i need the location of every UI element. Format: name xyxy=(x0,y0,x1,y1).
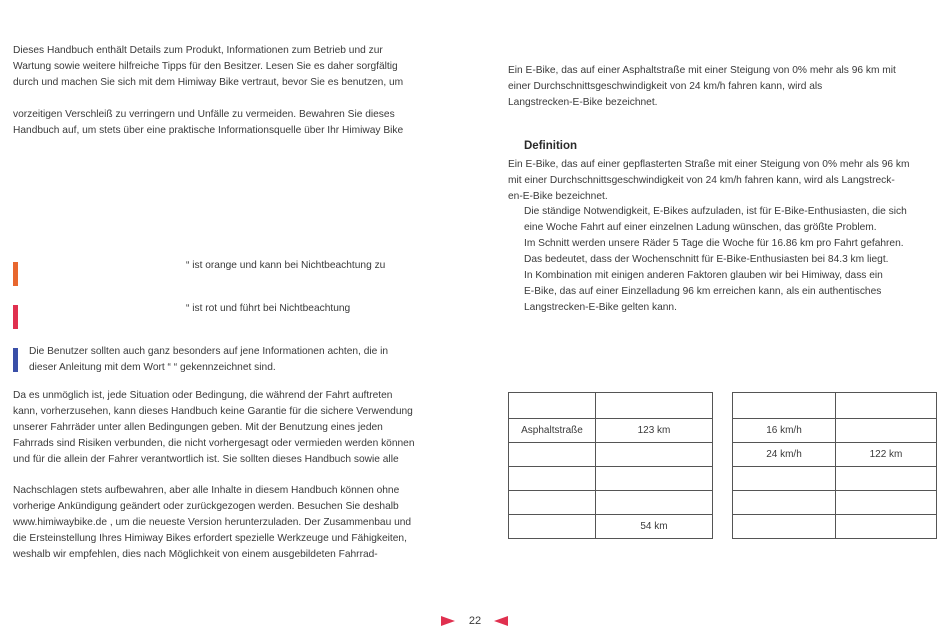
table-row xyxy=(733,467,937,491)
liability-paragraph: Da es unmöglich ist, jede Situation oder Bedingung, die während der Fahrt auftreten kann, vorherzusehen, kann dieses Handbuch keine Garantie für die sichere Verwendung unserer Fahrräder unter allen Bedingungen geben. Mit der Benutzung eines jeden Fahrrads sind Risiken verbunden, die nicht vorhergesagt oder vermieden werden können und für die allein der Fahrer verantwortlich ist. Sie sollten dieses Handbuch sowie alle xyxy=(13,390,415,465)
range-table-right xyxy=(732,392,937,539)
table-row xyxy=(733,491,937,515)
table-cell xyxy=(836,419,937,443)
table-cell xyxy=(733,393,836,419)
table-cell xyxy=(509,467,596,491)
table-row xyxy=(509,467,713,491)
table-cell xyxy=(733,491,836,515)
table-cell: 122 km xyxy=(836,443,937,467)
intro-paragraph-1: Dieses Handbuch enthält Details zum Produkt, Informationen zum Betrieb und zur Wartung sowie weitere hilfreiche Tipps für den Besitzer. Lesen Sie es daher sorgfältig durch und machen Sie sich mit dem Himiway Bike vertraut, bevor Sie es benutzen, um xyxy=(13,45,404,88)
table-cell xyxy=(836,515,937,539)
table-row xyxy=(733,515,937,539)
table-cell xyxy=(509,393,596,419)
range-table-left xyxy=(508,392,713,539)
table-cell: 16 km/h xyxy=(733,419,836,443)
table-cell xyxy=(509,491,596,515)
page-number: 22 xyxy=(468,615,482,627)
table-cell xyxy=(509,443,596,467)
definition-heading: Definition xyxy=(524,140,578,152)
table-cell xyxy=(596,443,713,467)
table-cell xyxy=(733,467,836,491)
red-warning-text: “ ist rot und führt bei Nichtbeachtung xyxy=(186,303,351,314)
table-row xyxy=(509,419,713,443)
blue-note-text: Die Benutzer sollten auch ganz besonders auf jene Informationen achten, die in dieser Anleitung mit dem Wort “ “ gekennzeichnet sind. xyxy=(29,346,389,373)
table-cell xyxy=(836,393,937,419)
long-range-intro: Ein E-Bike, das auf einer Asphaltstraße mit einer Steigung von 0% mehr als 96 km mit einer Durchschnittsgeschwindigkeit von 24 km/h fahren kann, wird als Langstrecken-E-Bike bezeichnet. xyxy=(508,65,896,108)
table-row xyxy=(509,515,713,539)
arrow-left-icon xyxy=(494,616,508,626)
definition-indented-text: Die ständige Notwendigkeit, E-Bikes aufzuladen, ist für E-Bike-Enthusiasten, die sich eine Woche Fahrt auf einer einzelnen Ladung wünschen, das größte Problem. Im Schnitt werden unsere Räder 5 Tage die Woche für 16.86 km pro Fahrt gefahren. Das bedeutet, dass der Wochenschnitt für E-Bike-Enthusiasten bei 84.3 km liegt. In Kombination mit einigen anderen Faktoren glauben wir bei Himiway, dass ein E-Bike, das auf einer Einzelladung 96 km erreichen kann, als ein authentisches Langstrecken-E-Bike gelten kann. xyxy=(524,206,907,313)
table-cell: 123 km xyxy=(596,419,713,443)
intro-paragraph-2: vorzeitigen Verschleiß zu verringern und Unfälle zu vermeiden. Bewahren Sie dieses Handbuch auf, um stets über eine praktische Informationsquelle über Ihr Himiway Bike xyxy=(13,109,404,136)
assembly-paragraph: Nachschlagen stets aufbewahren, aber alle Inhalte in diesem Handbuch können ohne vorherige Ankündigung geändert oder zurückgezogen werden. Besuchen Sie deshalb www.himiwaybike.de , um die neueste Version herunterzuladen. Der Zusammenbau und die Ersteinstellung Ihres Himiway Bikes erfordert spezielle Werkzeuge und Fähigkeiten, weshalb wir empfehlen, dies nach Möglichkeit von einem ausgebildeten Fahrrad- xyxy=(13,485,412,560)
table-cell: Asphaltstraße xyxy=(509,419,596,443)
table-cell xyxy=(733,515,836,539)
table-cell xyxy=(836,467,937,491)
orange-warning-bar xyxy=(13,262,18,286)
blue-note-bar xyxy=(13,348,18,372)
table-row xyxy=(509,491,713,515)
table-row xyxy=(509,443,713,467)
red-warning-bar xyxy=(13,305,18,329)
orange-warning-text: “ ist orange und kann bei Nichtbeachtung zu xyxy=(186,260,386,271)
definition-text: Ein E-Bike, das auf einer gepflasterten Straße mit einer Steigung von 0% mehr als 96 km mit einer Durchschnittsgeschwindigkeit von 24 km/h fahren kann, wird als Langstreck- en-E-Bike bezeichnet. xyxy=(508,159,910,202)
table-cell: 54 km xyxy=(596,515,713,539)
table-cell xyxy=(596,491,713,515)
table-cell: 24 km/h xyxy=(733,443,836,467)
table-row xyxy=(733,443,937,467)
table-row xyxy=(733,419,937,443)
table-row xyxy=(733,393,937,419)
table-cell xyxy=(596,393,713,419)
table-cell xyxy=(596,467,713,491)
table-cell xyxy=(836,491,937,515)
table-row xyxy=(509,393,713,419)
arrow-right-icon xyxy=(441,616,455,626)
table-cell xyxy=(509,515,596,539)
